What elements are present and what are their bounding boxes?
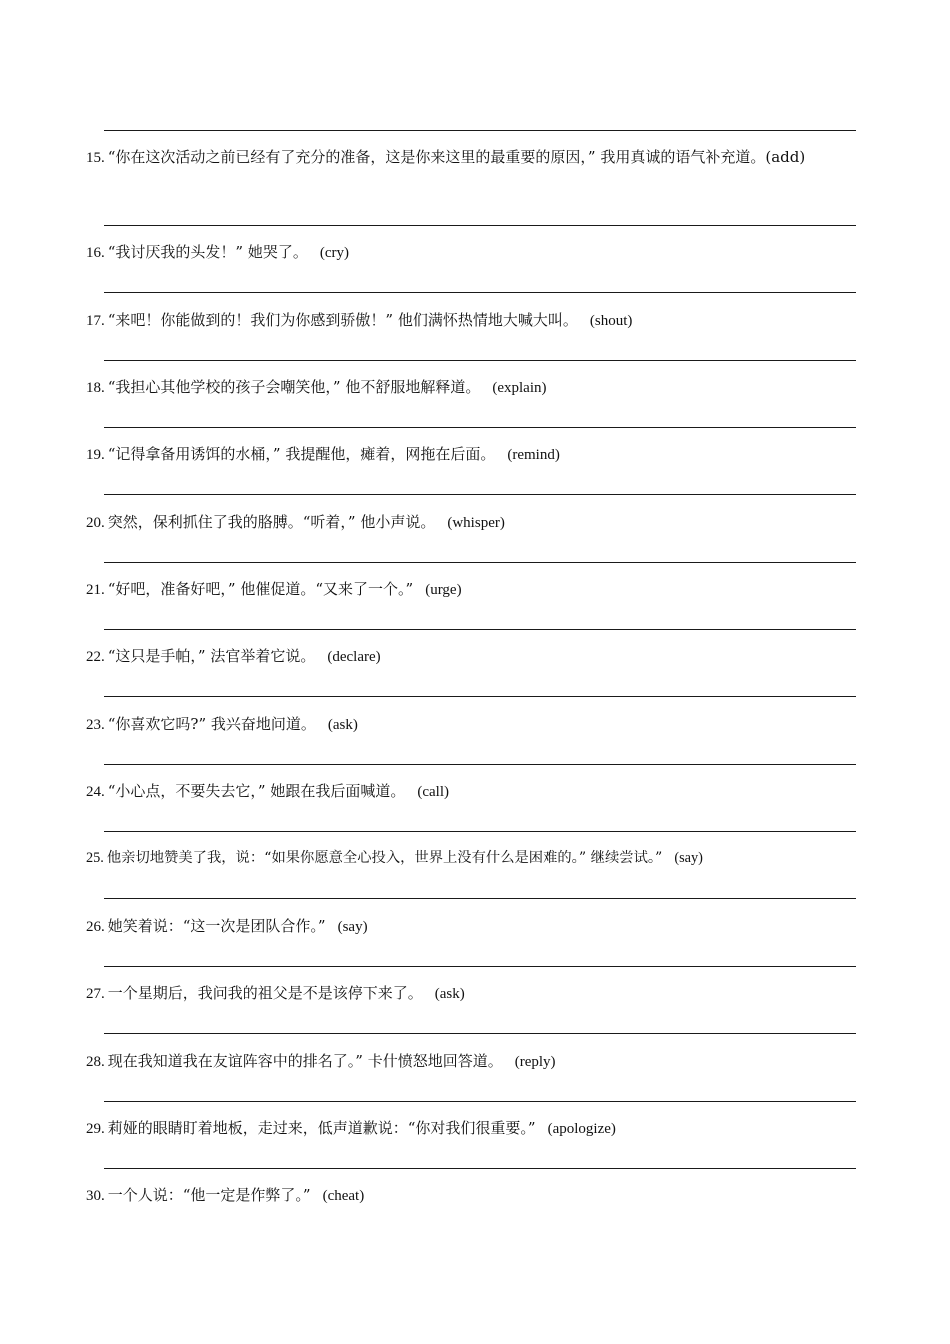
- question-number: 22.: [86, 649, 105, 665]
- question-number: 17.: [86, 313, 105, 329]
- question-text: “来吧！你能做到的！我们为你感到骄傲！” 他们满怀热情地大喊大叫。: [107, 311, 578, 329]
- question-text: 一个星期后，我问我的祖父是不是该停下来了。: [107, 984, 423, 1002]
- answer-line[interactable]: [104, 898, 856, 899]
- question-number: 19.: [86, 447, 105, 463]
- answer-line[interactable]: [104, 696, 856, 697]
- answer-line[interactable]: [104, 764, 856, 765]
- question-21: [86, 579, 876, 600]
- question-30: [86, 1185, 876, 1206]
- question-22: [86, 646, 876, 667]
- verb-hint: (urge): [425, 582, 462, 598]
- question-number: 18.: [86, 380, 105, 396]
- question-25: [86, 848, 876, 868]
- verb-hint: (apologize): [547, 1121, 616, 1137]
- question-19: [86, 444, 876, 465]
- answer-line[interactable]: [104, 494, 856, 495]
- answer-line[interactable]: [104, 831, 856, 832]
- question-20: [86, 512, 876, 533]
- question-number: 21.: [86, 582, 105, 598]
- question-23: [86, 714, 876, 735]
- verb-hint: (say): [674, 850, 703, 866]
- question-number: 24.: [86, 784, 105, 800]
- question-number: 29.: [86, 1121, 105, 1137]
- question-text: “我担心其他学校的孩子会嘲笑他，” 他不舒服地解释道。: [107, 378, 481, 396]
- answer-line[interactable]: [104, 292, 856, 293]
- question-text: 他亲切地赞美了我，说：“如果你愿意全心投入，世界上没有什么是困难的。” 继续尝试。”: [106, 850, 663, 866]
- question-text: “你在这次活动之前已经有了充分的准备，这是你来这里的最重要的原因，” 我用真诚的语气补充道。: [107, 148, 766, 166]
- question-27: [86, 983, 876, 1004]
- question-16: [86, 242, 876, 263]
- question-29: [86, 1118, 876, 1139]
- question-number: 16.: [86, 245, 105, 261]
- question-number: 23.: [86, 717, 105, 733]
- question-text: “记得拿备用诱饵的水桶，” 我提醒他，瘫着，网拖在后面。: [107, 445, 496, 463]
- question-text: 她笑着说：“这一次是团队合作。”: [107, 917, 326, 935]
- question-17: [86, 310, 876, 331]
- verb-hint: (call): [417, 784, 449, 800]
- question-15: [86, 142, 866, 173]
- question-text: “你喜欢它吗?” 我兴奋地问道。: [107, 715, 316, 733]
- verb-hint: (reply): [514, 1054, 556, 1070]
- verb-hint: (add): [765, 148, 806, 166]
- question-number: 28.: [86, 1054, 105, 1070]
- question-text: “我讨厌我的头发！” 她哭了。: [107, 243, 308, 261]
- verb-hint: (cheat): [322, 1188, 365, 1204]
- answer-line[interactable]: [104, 1168, 856, 1169]
- question-text: 莉娅的眼睛盯着地板，走过来，低声道歉说：“你对我们很重要。”: [107, 1119, 536, 1137]
- question-18: [86, 377, 876, 398]
- answer-line[interactable]: [104, 360, 856, 361]
- verb-hint: (shout): [589, 313, 633, 329]
- answer-line[interactable]: [104, 1101, 856, 1102]
- verb-hint: (ask): [327, 717, 358, 733]
- question-text: 现在我知道我在友谊阵容中的排名了。” 卡什愤怒地回答道。: [107, 1052, 503, 1070]
- question-24: [86, 781, 876, 802]
- verb-hint: (remind): [507, 447, 560, 463]
- answer-line[interactable]: [104, 427, 856, 428]
- question-number: 30.: [86, 1188, 105, 1204]
- question-number: 15.: [86, 150, 105, 166]
- question-text: “小心点，不要失去它，” 她跟在我后面喊道。: [107, 782, 406, 800]
- question-text: “好吧，准备好吧，” 他催促道。“又来了一个。”: [107, 580, 414, 598]
- question-text: 一个人说：“他一定是作弊了。”: [107, 1186, 311, 1204]
- question-number: 20.: [86, 515, 105, 531]
- verb-hint: (cry): [319, 245, 350, 261]
- verb-hint: (whisper): [447, 515, 505, 531]
- question-number: 27.: [86, 986, 105, 1002]
- question-text: 突然，保利抓住了我的胳膊。“听着，” 他小声说。: [107, 513, 436, 531]
- answer-line[interactable]: [104, 225, 856, 226]
- answer-line[interactable]: [104, 629, 856, 630]
- question-text: “这只是手帕，” 法官举着它说。: [107, 647, 316, 665]
- verb-hint: (say): [337, 919, 368, 935]
- verb-hint: (declare): [327, 649, 381, 665]
- question-26: [86, 916, 876, 937]
- question-28: [86, 1051, 876, 1072]
- question-number: 25.: [86, 850, 104, 866]
- verb-hint: (ask): [434, 986, 465, 1002]
- answer-line[interactable]: [104, 966, 856, 967]
- answer-line[interactable]: [104, 1033, 856, 1034]
- question-number: 26.: [86, 919, 105, 935]
- answer-line[interactable]: [104, 130, 856, 131]
- verb-hint: (explain): [492, 380, 547, 396]
- answer-line[interactable]: [104, 562, 856, 563]
